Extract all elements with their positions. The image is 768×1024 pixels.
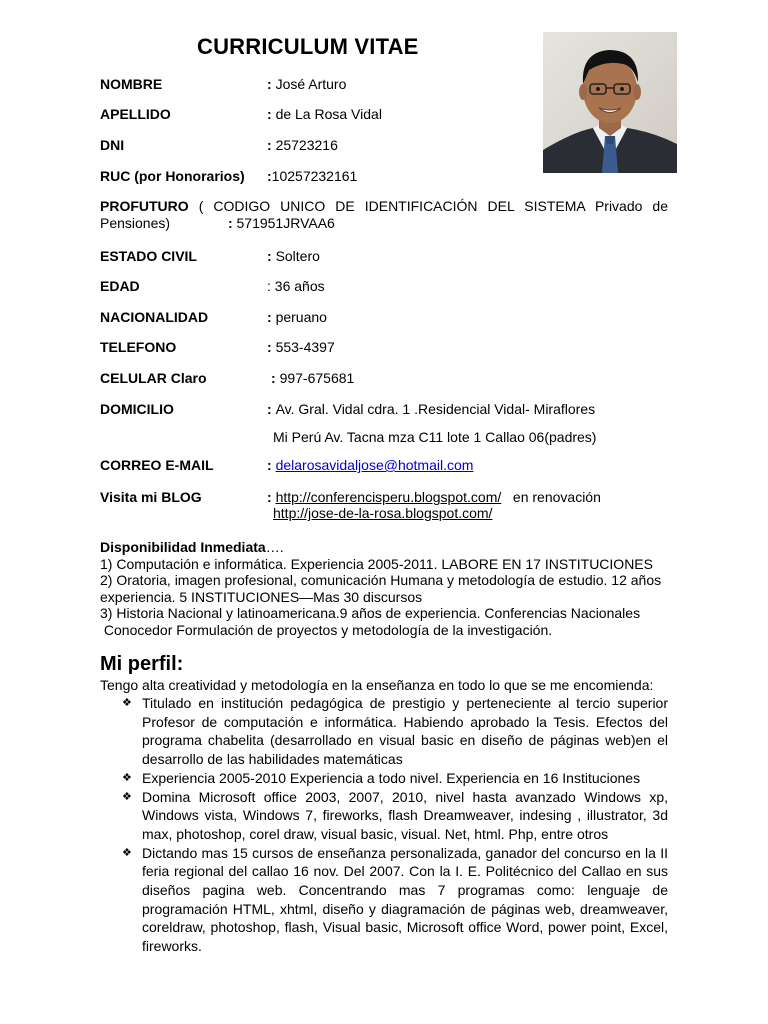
value-telefono: : 553-4397	[267, 339, 335, 355]
list-item: ❖ Dictando mas 15 cursos de enseñanza personalizada, ganador del concurso en la II feria regional del callao 16 nov. Del 2007. Con la I. E. Politécnico del Callao en sus diseños pagina web. Concentrando mas 7 programas como: lenguaje de programación HTML, xhtml, diseño y diagramación de páginas web, dreamweaver, coreldraw, photoshop, flash, Visual basic, Microsoft office Word, power point, Excel, fireworks.	[122, 844, 668, 955]
diamond-bullet-icon: ❖	[122, 697, 132, 709]
list-item: ❖ Domina Microsoft office 2003, 2007, 2010, nivel hasta avanzado Windows xp, Windows vista, Windows 7, fireworks, flash Dreamweaver, indesing , illustrator, 3d max, photoshop, corel draw, visual basic, visual. Net, html. Php, entre otros	[122, 788, 668, 842]
value-nombre: : José Arturo	[267, 76, 347, 92]
label-telefono: TELEFONO	[100, 339, 177, 355]
diamond-bullet-icon: ❖	[122, 771, 132, 784]
availability-line: Conocedor Formulación de proyectos y metodología de la investigación.	[100, 621, 553, 638]
value-domicilio-2: Mi Perú Av. Tacna mza C11 lote 1 Callao 06(padres)	[273, 429, 597, 445]
blog-link-2[interactable]: http://jose-de-la-rosa.blogspot.com/	[273, 505, 493, 521]
profuturo-description: ( CODIGO UNICO DE IDENTIFICACIÓN DEL SISTEMA Privado de Pensiones)	[100, 198, 668, 231]
label-estado-civil: ESTADO CIVIL	[100, 248, 197, 264]
value-blog: : http://conferencisperu.blogspot.com/ en renovación	[267, 489, 601, 505]
label-domicilio: DOMICILIO	[100, 401, 174, 417]
value-nacionalidad: : peruano	[267, 309, 327, 325]
label-profuturo: PROFUTURO	[100, 198, 189, 214]
value-apellido: : de La Rosa Vidal	[267, 106, 382, 122]
blog-link-2-row	[273, 505, 492, 522]
email-link[interactable]: delarosavidaljose@hotmail.com	[275, 457, 474, 473]
value-edad: : 36 años	[267, 278, 325, 294]
label-blog: Visita mi BLOG	[100, 489, 202, 505]
value-dni: : 25723216	[267, 137, 338, 153]
label-nacionalidad: NACIONALIDAD	[100, 309, 209, 325]
profile-intro: Tengo alta creatividad y metodología en la enseñanza en todo lo que se me encomienda:	[100, 677, 654, 693]
profile-heading: Mi perfil:	[100, 653, 184, 675]
label-correo: CORREO E-MAIL	[100, 457, 214, 473]
diamond-bullet-icon: ❖	[122, 846, 132, 859]
value-profuturo: 571951JRVAA6	[236, 215, 335, 231]
availability-section	[100, 539, 680, 638]
diamond-bullet-icon: ❖	[122, 790, 132, 803]
profile-bullet-list	[122, 694, 668, 956]
availability-line: 2) Oratoria, imagen profesional, comunicación Humana y metodología de estudio. 12 años experiencia. 5 INSTITUCIONES—Mas 30 discursos	[100, 572, 662, 605]
value-ruc: :10257232161	[267, 168, 358, 184]
field-profuturo: PROFUTURO ( CODIGO UNICO DE IDENTIFICACIÓN DEL SISTEMA Privado de Pensiones) : 571951JRVAA6	[100, 198, 668, 231]
profile-photo	[543, 32, 677, 173]
label-edad: EDAD	[100, 278, 140, 294]
portrait-image	[543, 32, 677, 173]
blog-note: en renovación	[512, 489, 601, 505]
value-estado-civil: : Soltero	[267, 248, 320, 264]
availability-line: 3) Historia Nacional y latinoamericana.9 años de experiencia. Conferencias Nacionales	[100, 605, 641, 621]
value-celular: : 997-675681	[271, 370, 355, 386]
label-nombre: NOMBRE	[100, 76, 163, 92]
list-item: ❖ Titulado en institución pedagógica de prestigio y perteneciente al tercio superior Profesor de computación e informática. Habiendo aprobado la Tesis. Efectos del programa chabelita (desarrollado en visual basic en diseño de páginas web)en el desarrollo de las habilidades matemáticas	[122, 695, 668, 768]
page-title: CURRICULUM VITAE	[197, 34, 419, 59]
availability-line: 1) Computación e informática. Experiencia 2005-2011. LABORE EN 17 INSTITUCIONES	[100, 555, 653, 572]
value-correo: : delarosavidaljose@hotmail.com	[267, 457, 474, 473]
label-celular: CELULAR Claro	[100, 370, 207, 386]
list-item: ❖ Experiencia 2005-2010 Experiencia a todo nivel. Experiencia en 16 Instituciones	[122, 769, 641, 786]
label-dni: DNI	[100, 137, 125, 153]
blog-link-1[interactable]: http://conferencisperu.blogspot.com/	[275, 489, 502, 505]
label-ruc: RUC (por Honorarios)	[100, 168, 245, 184]
label-apellido: APELLIDO	[100, 106, 171, 122]
value-domicilio: : Av. Gral. Vidal cdra. 1 .Residencial Vidal- Miraflores	[267, 401, 596, 417]
availability-heading: Disponibilidad Inmediata….	[100, 539, 284, 555]
